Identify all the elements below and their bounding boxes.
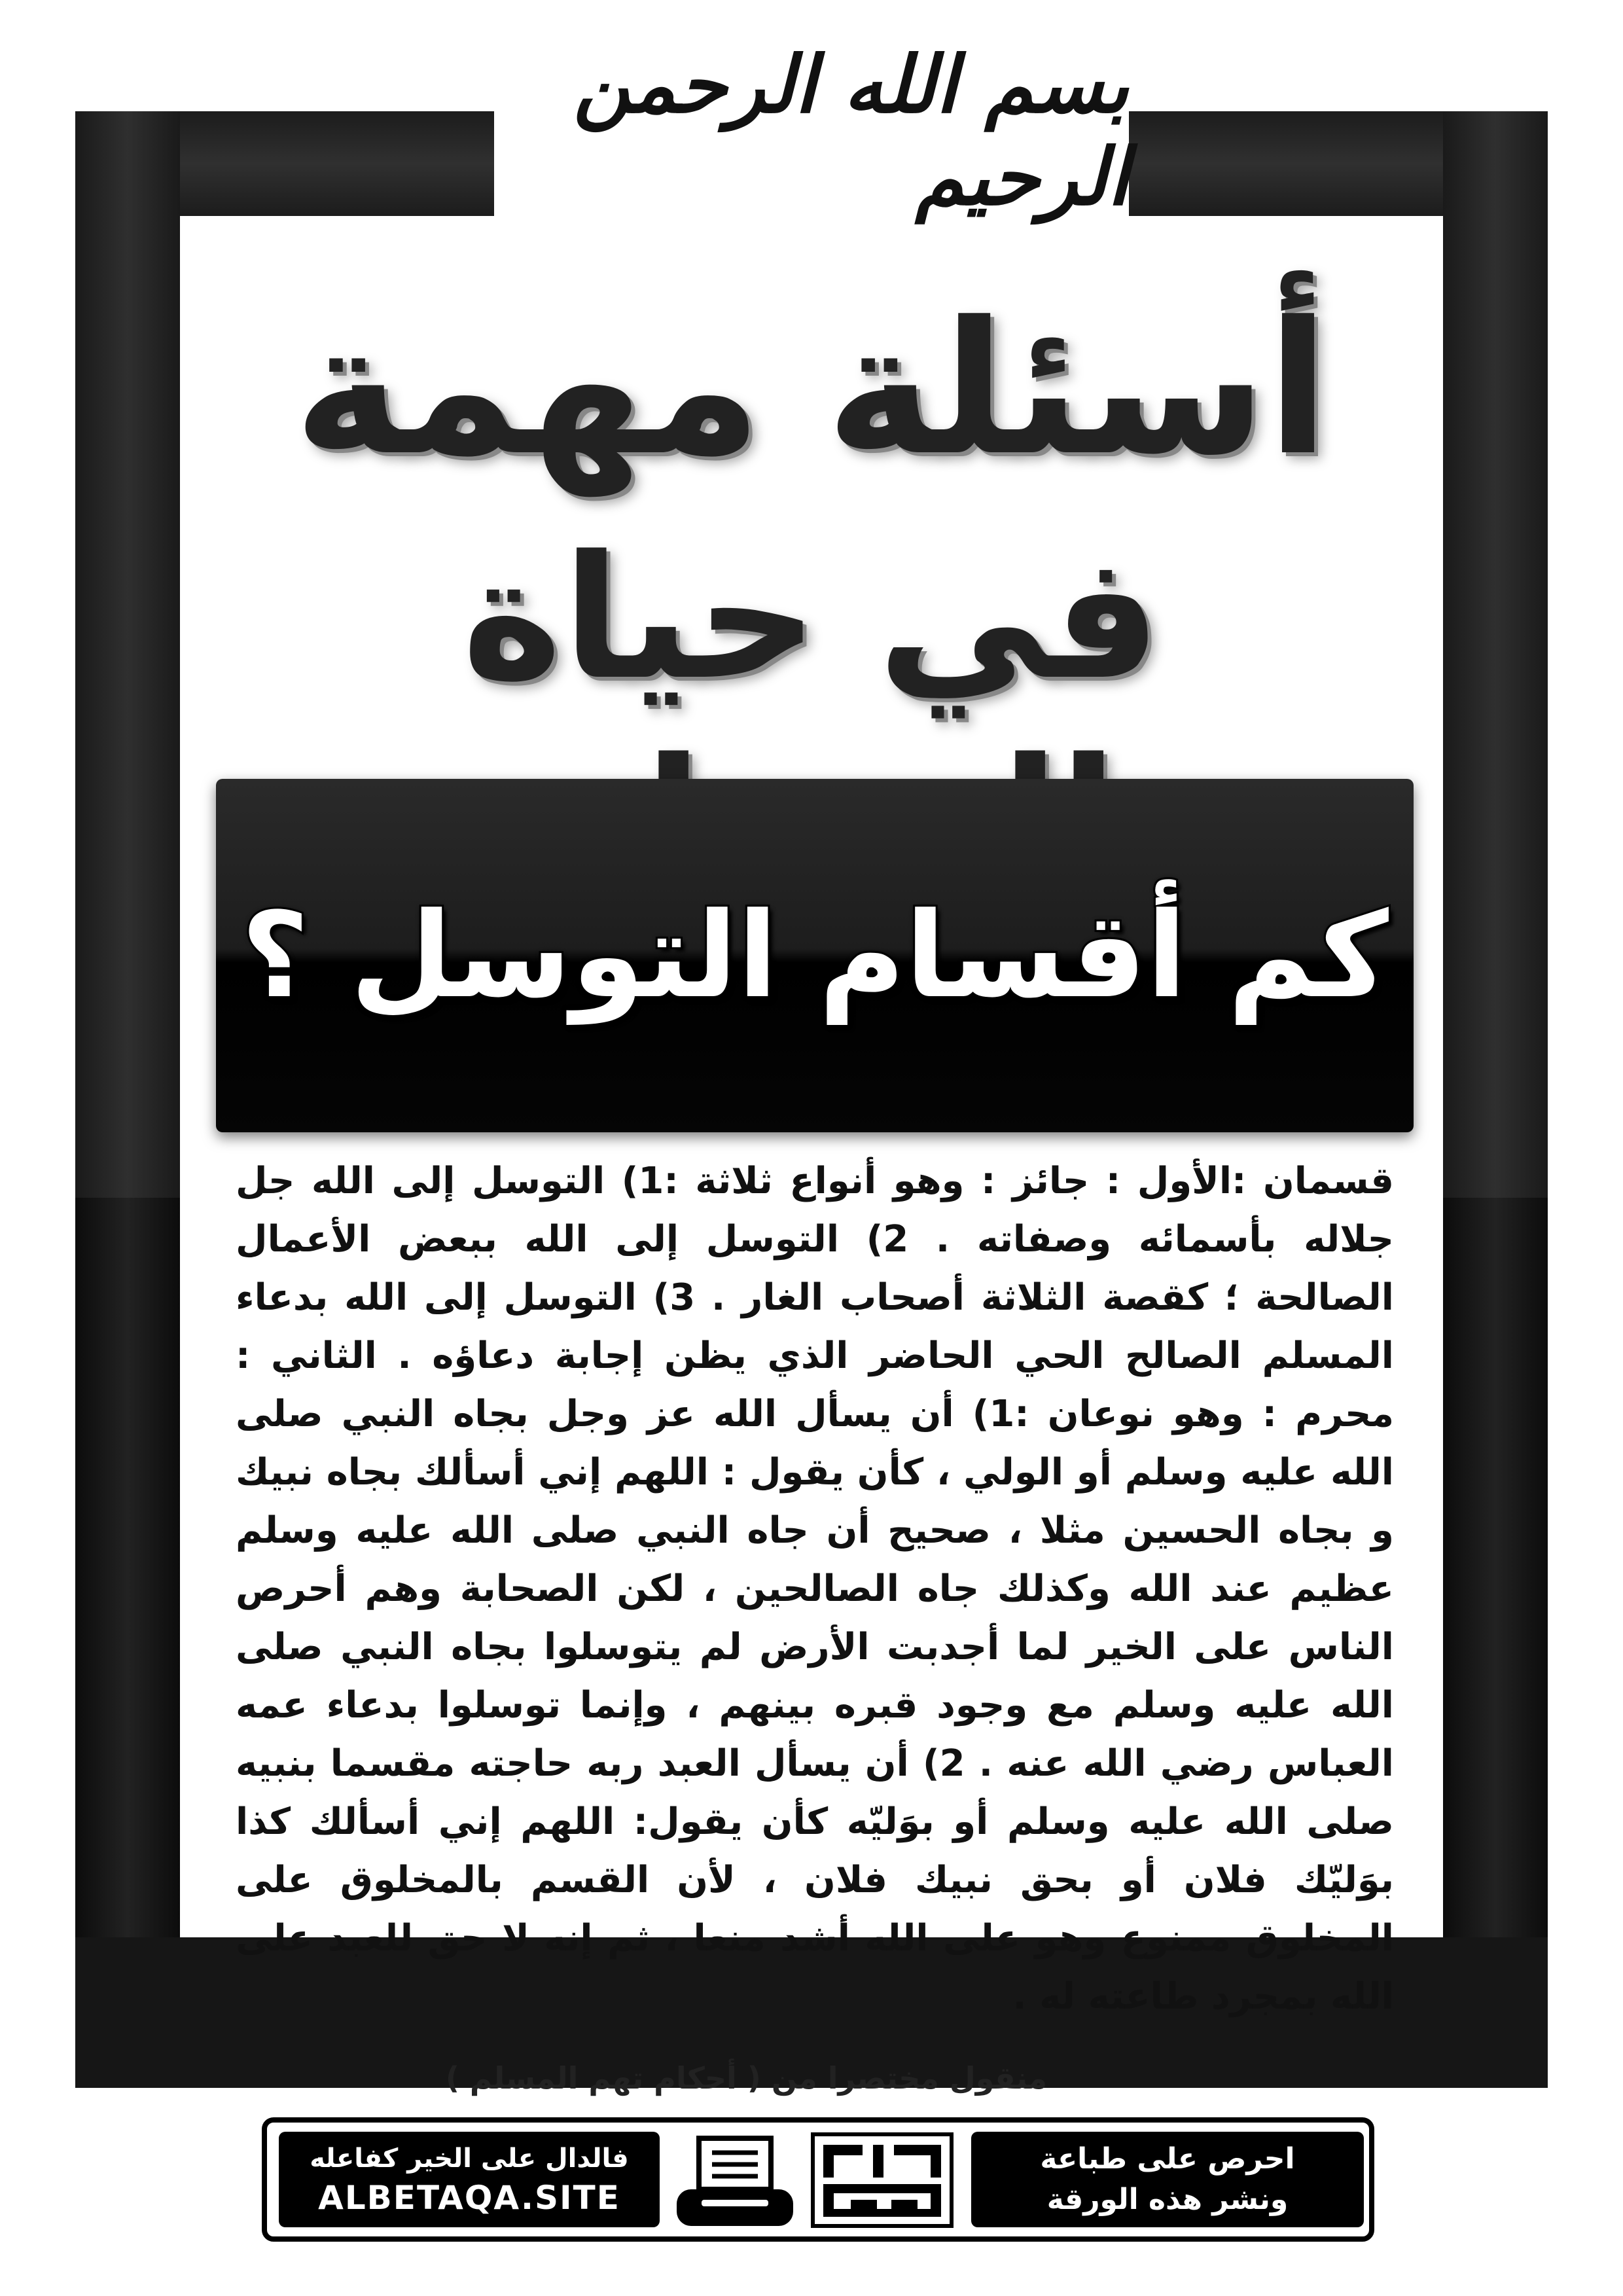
frame-left-upper — [75, 111, 180, 1198]
footer-note: فالدال على الخير كفاعله — [310, 2144, 629, 2174]
source-citation: منقول مختصرا من ( أحكام تهم المسلم ) — [445, 2060, 1047, 2096]
frame-left-lower — [75, 1198, 180, 1937]
website-link[interactable]: ALBETAQA.SITE — [318, 2179, 620, 2217]
printer-icon — [673, 2134, 797, 2233]
print-reminder — [971, 2132, 1364, 2227]
frame-right-lower — [1443, 1198, 1548, 1937]
dawat-alwaraqa-logo — [810, 2132, 954, 2229]
answer-text: قسمان :الأول : جائز : وهو أنواع ثلاثة :1) التوسل إلى الله جل جلاله بأسمائه وصفاته . 2) التوسل إلى الله ببعض الأعمال الصالحة ؛ كقصة الثلاثة أصحاب الغار . 3) التوسل إلى الله بدعاء المسلم الصالح الحي الحاضر الذي يظن إجابة دعاؤه . الثاني : محرم : وهو نوعان :1) أن يسأل الله عز وجل بجاه النبي صلى الله عليه وسلم أو الولي ، كأن يقول : اللهم إني أسألك بجاه نبيك و بجاه الحسين مثلا ، صحيح أن جاه النبي صلى الله عليه وسلم عظيم عند الله وكذلك جاه الصالحين ، لكن الصحابة وهم أحرص الناس على الخير لما أجدبت الأرض لم يتوسلوا بجاه النبي صلى الله عليه وسلم مع وجود قبره بينهم ، وإنما توسلوا بدعاء عمه العباس رضي الله عنه . 2) أن يسأل العبد ربه حاجته مقسما بنبيه صلى الله عليه وسلم أو بوَليّه كأن يقول: اللهم إني أسألك كذا بوَليّك فلان أو بحق نبيك فلان ، لأن القسم بالمخلوق على المخلوق ممنوع وهو على الله أشد منعا ، ثم إنه لا حق للعبد على الله بمجرد طاعته له . — [236, 1160, 1395, 2018]
print-reminder-line1: احرص على طباعة — [1040, 2142, 1295, 2176]
bismillah-calligraphy: بسم الله الرحمن الرحيم — [573, 39, 1129, 223]
footer-website-box — [279, 2132, 660, 2227]
question-banner — [216, 779, 1414, 1132]
frame-right-upper — [1443, 111, 1548, 1198]
question-text: كم أقسام التوسل ؟ — [241, 887, 1389, 1024]
page-title-line2: في حياة — [461, 520, 1162, 717]
print-reminder-line2: ونشر هذه الورقة — [1046, 2183, 1289, 2216]
page-title-line1: أسئلة مهمة — [293, 283, 1330, 496]
footer — [262, 2117, 1374, 2242]
